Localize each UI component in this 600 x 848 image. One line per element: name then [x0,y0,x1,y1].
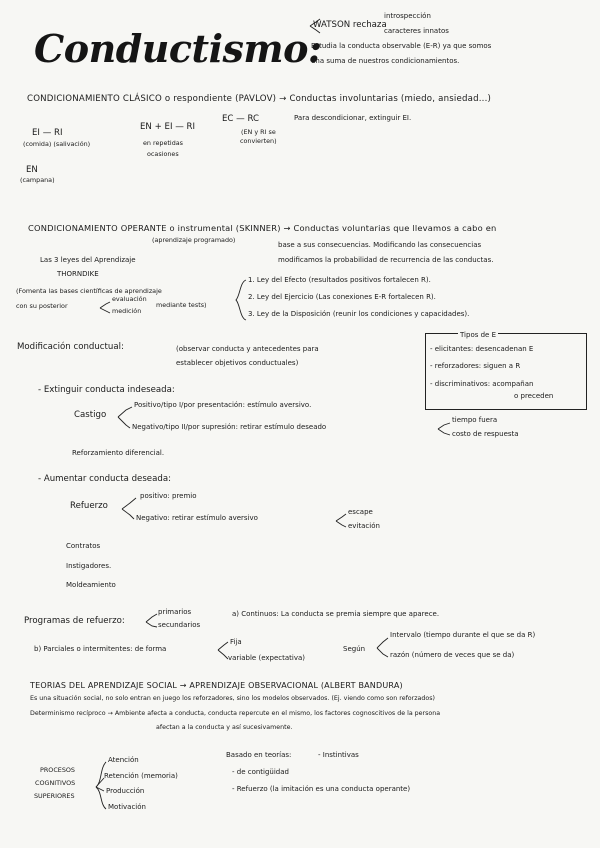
castigo-negativo: Negativo/tipo II/por supresión: retirar estímulo deseado [132,423,327,431]
programas-variable: variable (expectativa) [228,654,306,662]
clasico-ei-label: EI — RI [32,128,63,138]
programas-intervalo: Intervalo (tiempo durante el que se da R) [390,631,536,639]
watson-line-2: una suma de nuestros condicionamientos. [311,57,460,65]
ley-disposicion: 3. Ley de la Disposición (reunir los condiciones y capacidades). [248,310,470,318]
programas-fija: Fija [230,638,242,646]
clasico-enei-sub1: en repetidas [143,139,184,147]
basado-en-teorias: Basado en teorías: [226,751,292,759]
tipos-title: Tipos de E [460,331,497,339]
modificacion-desc-2: establecer objetivos conductuales) [176,359,299,367]
watson-item-introspection: introspección [384,12,431,20]
procesos-label-1: PROCESOS [40,766,75,774]
watson-prefix: WATSON rechaza [313,20,387,30]
procesos-label-2: COGNITIVOS [35,779,76,787]
fomenta-tests: mediante tests) [156,301,207,309]
clasico-ec-sub1: (EN y RI se [241,128,276,136]
clasico-desc: Para descondicionar, extinguir EI. [294,114,412,122]
costo-respuesta: costo de respuesta [452,430,519,438]
clasico-heading: CONDICIONAMIENTO CLÁSICO o respondiente (PAVLOV) → Conductas involuntarias (miedo, ansiedad...) [27,94,492,104]
extinguir-heading: - Extinguir conducta indeseada: [38,385,175,395]
modificacion-desc-1: (observar conducta y antecedentes para [176,345,319,353]
watson-item-innate: caracteres innatos [384,27,449,35]
social-heading: TEORIAS DEL APRENDIZAJE SOCIAL → APRENDIZAJE OBSERVACIONAL (ALBERT BANDURA) [30,681,403,690]
clasico-ec-sub2: convierten) [240,137,277,145]
operante-line-2: base a sus consecuencias. Modificando las consecuencias [278,241,482,249]
proceso-atencion: Atención [108,756,139,764]
otros-contratos: Contratos [66,542,101,550]
proceso-motivacion: Motivación [108,803,146,811]
clasico-enei-label: EN + EI — RI [140,122,196,132]
page-title: Conductismo: [34,26,322,71]
clasico-en-sub: (campana) [20,176,55,184]
tipo-discriminativos-extra: o preceden [514,392,554,400]
tiempo-fuera: tiempo fuera [452,416,498,424]
watson-line-1: Estudia la conducta observable (E-R) ya que somos [311,42,492,50]
fomenta-line-1: (Fomenta las bases científicas de aprendizaje [16,287,162,295]
teoria-instintivas: - Instintivas [318,751,359,759]
ley-ejercicio: 2. Ley del Ejercicio (Las conexiones E-R fortalecen R). [248,293,436,301]
fomenta-evaluacion: evaluación [112,295,147,303]
clasico-ec-label: EC — RC [222,114,260,124]
fomenta-line-2: con su posterior [16,302,68,310]
thorndike: THORNDIKE [57,270,99,278]
castigo-positivo: Positivo/tipo I/por presentación: estímulo aversivo. [134,401,312,409]
evitacion: evitación [348,522,380,530]
tipo-discriminativos: - discriminativos: acompañan [430,380,534,388]
social-line-3: afectan a la conducta y así sucesivamente. [156,724,293,731]
clasico-en-label: EN [26,165,38,175]
refuerzo-label: Refuerzo [70,501,108,511]
operante-sub: (aprendizaje programado) [152,236,236,244]
teoria-refuerzo: - Refuerzo (la imitación es una conducta operante) [232,785,411,793]
proceso-retencion: Retención (memoria) [104,772,178,780]
tipo-elicitantes: - elicitantes: desencadenan E [430,345,534,353]
proceso-produccion: Producción [106,787,145,795]
programas-parciales: b) Parciales o intermitentes: de forma [34,645,167,653]
aumentar-heading: - Aumentar conducta deseada: [38,474,171,484]
refuerzo-positivo: positivo: premio [140,492,197,500]
teoria-contiguidad: - de contigüidad [232,768,289,776]
leyes-title: Las 3 leyes del Aprendizaje [40,256,136,264]
clasico-enei-sub2: ocasiones [147,150,179,158]
social-line-2: Determinismo recíproco → Ambiente afecta a conducta, conducta repercute en el mismo, los factores cognoscitivos de la persona [30,710,441,717]
procesos-label-3: SUPERIORES [34,792,75,800]
programas-label: Programas de refuerzo: [24,616,125,626]
tipo-reforzadores: - reforzadores: siguen a R [430,362,521,370]
programas-continuos: a) Continuos: La conducta se premia siempre que aparece. [232,610,440,618]
otros-instigadores: Instigadores. [66,562,112,570]
programas-razon: razón (número de veces que se da) [390,651,515,659]
otros-moldeamiento: Moldeamiento [66,581,116,589]
ley-efecto: 1. Ley del Efecto (resultados positivos fortalecen R). [248,276,431,284]
fomenta-medicion: medición [112,307,142,315]
programas-primarios: primarios [158,608,192,616]
reforzamiento-diferencial: Reforzamiento diferencial. [72,449,165,457]
castigo-label: Castigo [74,410,107,420]
refuerzo-negativo: Negativo: retirar estímulo aversivo [136,514,258,522]
escape: escape [348,508,373,516]
programas-segun: Según [343,645,366,653]
operante-heading: CONDICIONAMIENTO OPERANTE o instrumental (SKINNER) → Conductas voluntarias que llevamos a cabo en [28,223,497,233]
programas-secundarios: secundarios [158,621,201,629]
operante-line-3: modificamos la probabilidad de recurrencia de las conductas. [278,256,494,264]
clasico-ei-sub: (comida) (salivación) [23,140,91,148]
social-line-1: Es una situación social, no solo entran en juego los reforzadores, sino los modelos observados. (Ej. viendo como son reforzados) [30,695,435,702]
modificacion-heading: Modificación conductual: [17,342,124,352]
